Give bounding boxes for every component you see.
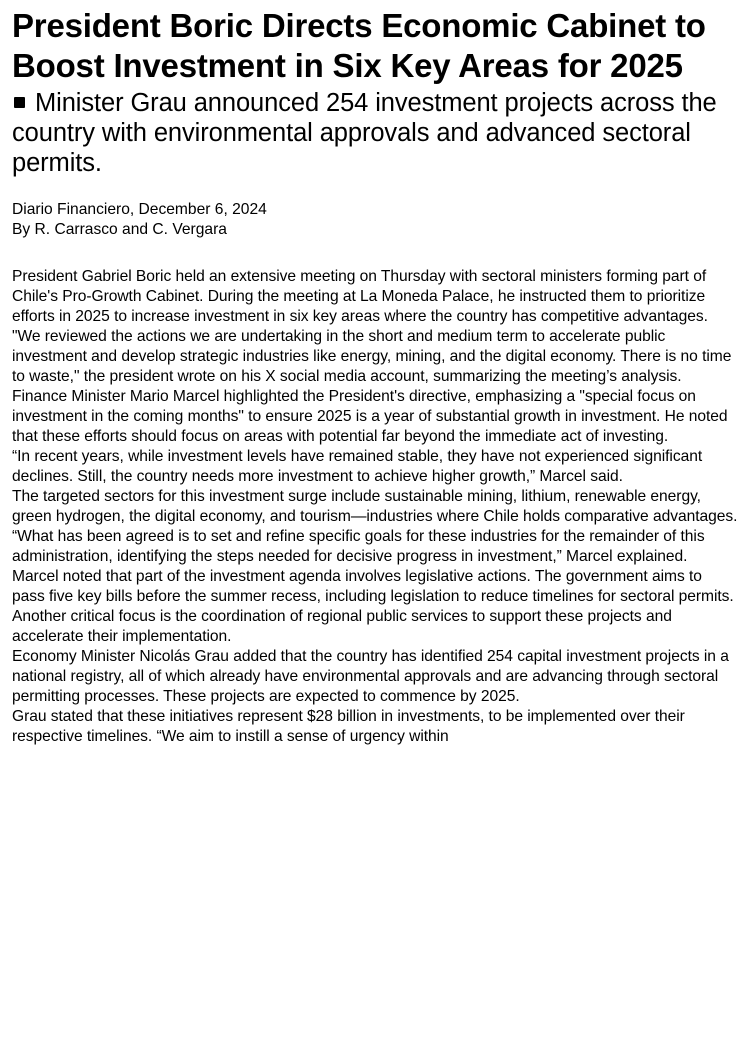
square-bullet-icon	[14, 97, 25, 108]
deck-text: Minister Grau announced 254 investment projects across the country with environmental approvals and advanced sectoral permits.	[12, 89, 717, 177]
body-paragraph: Marcel noted that part of the investment agenda involves legislative actions. The government aims to pass five key bills before the summer recess, including legislation to reduce timelines for sectoral permits.	[12, 568, 734, 605]
byline: By R. Carrasco and C. Vergara	[12, 221, 227, 238]
body-paragraph: “What has been agreed is to set and refine specific goals for these industries for the remainder of this administration, identifying the steps needed for decisive progress in investment,” Marcel explained.	[12, 528, 705, 565]
article-deck	[12, 88, 738, 178]
body-paragraph: Finance Minister Mario Marcel highlighted the President's directive, emphasizing a "special focus on investment in the coming months" to ensure 2025 is a year of substantial growth in investment. He noted that these efforts should focus on areas with potential far beyond the immediate act of investing.	[12, 388, 728, 445]
body-paragraph: Another critical focus is the coordination of regional public services to support these projects and accelerate their implementation.	[12, 608, 672, 645]
article-headline: President Boric Directs Economic Cabinet to Boost Investment in Six Key Areas for 2025	[12, 7, 706, 84]
source-dateline: Diario Financiero, December 6, 2024	[12, 201, 267, 218]
body-paragraph: "We reviewed the actions we are undertaking in the short and medium term to accelerate public investment and develop strategic industries like energy, mining, and the digital economy. There is no time to waste," the president wrote on his X social media account, summarizing the meeting’s analysis.	[12, 328, 732, 385]
body-paragraph: Economy Minister Nicolás Grau added that the country has identified 254 capital investment projects in a national registry, all of which already have environmental approvals and are advancing through sectoral permitting processes. These projects are expected to commence by 2025.	[12, 648, 729, 705]
body-paragraph: Grau stated that these initiatives represent $28 billion in investments, to be implemented over their respective timelines. “We aim to instill a sense of urgency within	[12, 708, 685, 745]
article-body	[12, 267, 738, 747]
body-paragraph: The targeted sectors for this investment surge include sustainable mining, lithium, renewable energy, green hydrogen, the digital economy, and tourism—industries where Chile holds comparative advantages.	[12, 488, 738, 525]
article-meta	[12, 200, 738, 240]
body-paragraph: President Gabriel Boric held an extensive meeting on Thursday with sectoral ministers forming part of Chile's Pro-Growth Cabinet. During the meeting at La Moneda Palace, he instructed them to prioritize efforts in 2025 to increase investment in six key areas where the country has competitive advantages.	[12, 268, 708, 325]
body-paragraph: “In recent years, while investment levels have remained stable, they have not experienced significant declines. Still, the country needs more investment to achieve higher growth,” Marcel said.	[12, 448, 703, 485]
